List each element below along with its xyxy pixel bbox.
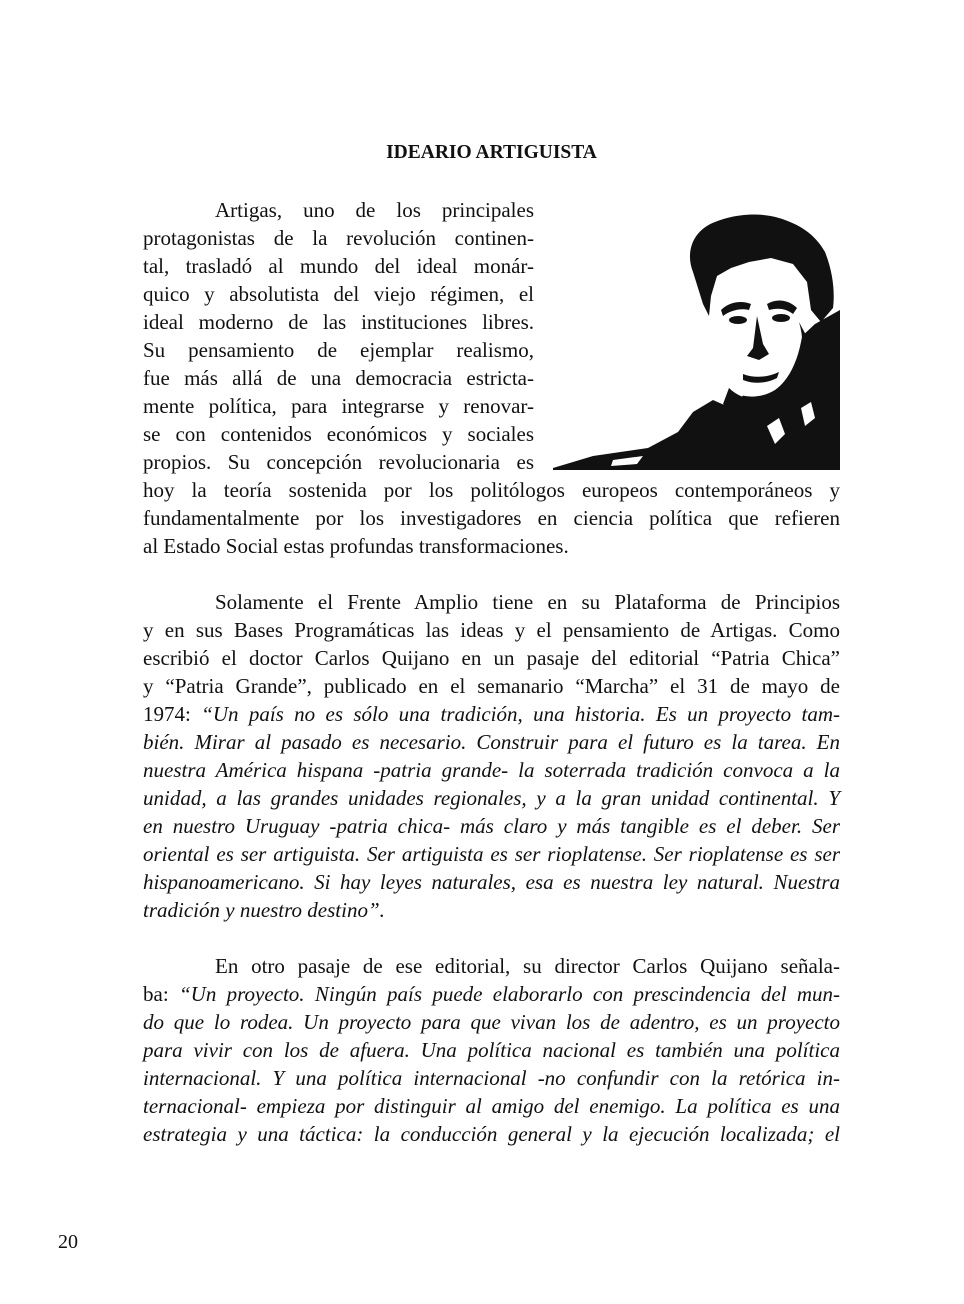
paragraph-line [143, 700, 840, 728]
paragraph-line: mente política, para integrarse y renovar- [143, 394, 534, 418]
page-number: 20 [58, 1231, 78, 1253]
quote-line: en nuestro Uruguay -patria chica- más claro y más tangible es el deber. Ser [143, 814, 840, 838]
plain-text: ba: [143, 982, 179, 1006]
paragraph-line: ideal moderno de las instituciones libres. [143, 310, 534, 334]
paragraph-line: quico y absolutista del viejo régimen, el [143, 282, 534, 306]
quote-line: hispanoamericano. Si hay leyes naturales, esa es nuestra ley natural. Nuestra [143, 870, 840, 894]
quote-line: tradición y nuestro destino”. [143, 898, 385, 922]
quote-line: estrategia y una táctica: la conducción general y la ejecución localizada; el [143, 1122, 840, 1146]
artigas-portrait-image [553, 212, 840, 470]
paragraph-line: En otro pasaje de ese editorial, su director Carlos Quijano señala- [215, 954, 840, 978]
paragraph-line: Su pensamiento de ejemplar realismo, [143, 338, 534, 362]
paragraph-line [143, 980, 840, 1008]
quote-line: bién. Mirar al pasado es necesario. Construir para el futuro es la tarea. En [143, 730, 840, 754]
paragraph-line: se con contenidos económicos y sociales [143, 422, 534, 446]
paragraph-line: y en sus Bases Programáticas las ideas y el pensamiento de Artigas. Como [143, 618, 840, 642]
paragraph-line: hoy la teoría sostenida por los politólogos europeos contemporáneos y [143, 478, 840, 502]
paragraph-line: fundamentalmente por los investigadores en ciencia política que refieren [143, 506, 840, 530]
paragraph-line: tal, trasladó al mundo del ideal monár- [143, 254, 534, 278]
page-title: IDEARIO ARTIGUISTA [386, 142, 597, 163]
plain-text: 1974: [143, 702, 202, 726]
quote-text: “Un país no es sólo una tradición, una historia. Es un proyecto tam- [201, 702, 840, 726]
quote-line: para vivir con los de afuera. Una política nacional es también una política [143, 1038, 840, 1062]
paragraph-line: Solamente el Frente Amplio tiene en su Plataforma de Principios [215, 590, 840, 614]
paragraph-line: propios. Su concepción revolucionaria es [143, 450, 534, 474]
paragraph-line: escribió el doctor Carlos Quijano en un pasaje del editorial “Patria Chica” [143, 646, 840, 670]
quote-line: do que lo rodea. Un proyecto para que vivan los de adentro, es un proyecto [143, 1010, 840, 1034]
quote-line: internacional. Y una política internacional -no confundir con la retórica in- [143, 1066, 840, 1090]
quote-text: “Un proyecto. Ningún país puede elaborarlo con prescindencia del mun- [178, 982, 841, 1006]
paragraph-line: protagonistas de la revolución continen- [143, 226, 534, 250]
quote-line: ternacional- empieza por distinguir al amigo del enemigo. La política es una [143, 1094, 840, 1118]
quote-line: nuestra América hispana -patria grande- la soterrada tradición convoca a la [143, 758, 840, 782]
quote-line: unidad, a las grandes unidades regionales, y a la gran unidad continental. Y [143, 786, 840, 810]
paragraph-line: Artigas, uno de los principales [215, 198, 534, 222]
paragraph-line: al Estado Social estas profundas transformaciones. [143, 534, 569, 558]
quote-line: oriental es ser artiguista. Ser artiguista es ser rioplatense. Ser rioplatense es ser [143, 842, 840, 866]
paragraph-line: y “Patria Grande”, publicado en el semanario “Marcha” el 31 de mayo de [143, 674, 840, 698]
paragraph-line: fue más allá de una democracia estricta- [143, 366, 534, 390]
